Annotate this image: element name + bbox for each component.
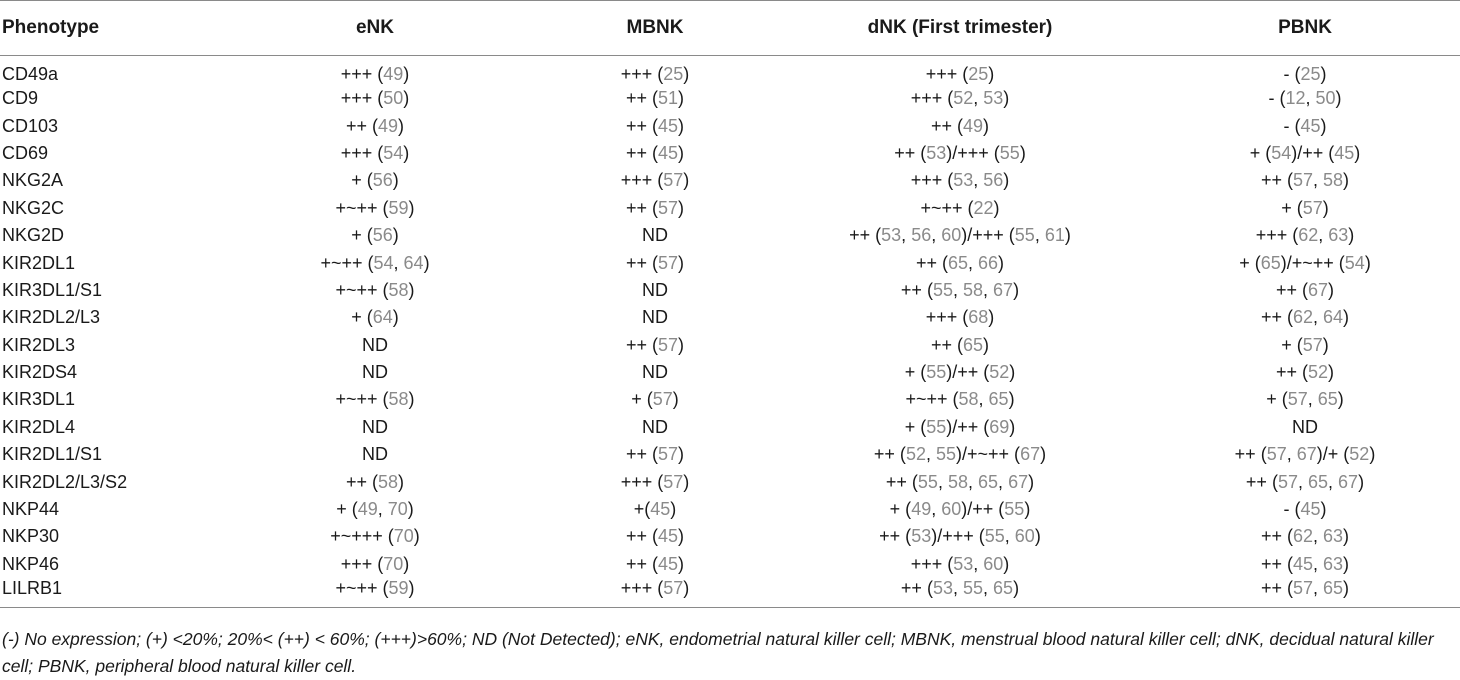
value-cell: ++ (45) <box>625 115 685 136</box>
value-cell: +(45) <box>633 499 677 520</box>
value-cell: +~++ (58) <box>335 389 415 410</box>
header-pbnk: PBNK <box>1278 17 1332 38</box>
value-cell: ND <box>642 416 668 437</box>
value-cell: +++ (25) <box>925 64 995 84</box>
value-cell: +++ (54) <box>340 142 410 163</box>
table-row <box>0 195 1460 222</box>
value-cell: ++ (52, 55)/+~++ (67) <box>873 444 1047 465</box>
value-cell: +++ (25) <box>620 64 690 84</box>
table-row <box>0 414 1460 441</box>
value-cell: ++ (45, 63) <box>1260 553 1350 574</box>
phenotype-cell: NKG2D <box>2 225 65 246</box>
value-cell: ++ (67) <box>1275 279 1335 300</box>
value-cell: ND <box>362 334 388 355</box>
header-mbnk: MBNK <box>626 17 684 38</box>
table-row <box>0 167 1460 194</box>
value-cell: ++ (53, 56, 60)/+++ (55, 61) <box>849 225 1071 246</box>
header-enk: eNK <box>355 17 394 38</box>
value-cell: +++ (52, 53) <box>910 88 1010 109</box>
value-cell: + (56) <box>351 170 399 191</box>
phenotype-cell: KIR2DL3 <box>2 334 76 355</box>
phenotype-cell: KIR2DL1/S1 <box>2 444 103 465</box>
table-row <box>0 386 1460 413</box>
value-cell: ++ (45) <box>625 553 685 574</box>
table-row <box>0 249 1460 276</box>
value-cell: ++ (53)/+++ (55, 60) <box>879 526 1041 547</box>
value-cell: ++ (55, 58, 67) <box>900 279 1020 300</box>
value-cell: ++ (57, 58) <box>1260 170 1350 191</box>
value-cell: ++ (58) <box>345 471 405 492</box>
value-cell: +++ (57) <box>620 471 690 492</box>
value-cell: +++ (50) <box>340 88 410 109</box>
header-phenotype: Phenotype <box>2 17 100 38</box>
table-row <box>0 441 1460 468</box>
value-cell: + (49, 60)/++ (55) <box>889 499 1031 520</box>
value-cell: ND <box>642 279 668 300</box>
table-row <box>0 304 1460 331</box>
table-row <box>0 112 1460 139</box>
phenotype-cell: NKP44 <box>2 499 60 520</box>
value-cell: + (57) <box>631 389 679 410</box>
table-row <box>0 332 1460 359</box>
value-cell: +~++ (59) <box>335 578 415 599</box>
value-cell: ND <box>642 225 668 246</box>
value-cell: +++ (49) <box>340 64 410 84</box>
table-row <box>0 578 1460 608</box>
value-cell: - (45) <box>1283 115 1327 136</box>
phenotype-cell: NKP30 <box>2 526 60 547</box>
phenotype-cell: KIR2DL2/L3 <box>2 307 101 328</box>
value-cell: - (12, 50) <box>1268 88 1342 109</box>
value-cell: ++ (65, 66) <box>915 252 1005 273</box>
value-cell: ++ (53)/+++ (55) <box>894 142 1026 163</box>
value-cell: +~++ (22) <box>920 197 1000 218</box>
table-row <box>0 468 1460 495</box>
value-cell: ND <box>1292 416 1318 437</box>
value-cell: +~++ (58, 65) <box>905 389 1015 410</box>
table-row <box>0 496 1460 523</box>
value-cell: - (25) <box>1283 64 1327 84</box>
table-body <box>0 56 1460 608</box>
table-row <box>0 359 1460 386</box>
value-cell: +++ (53, 56) <box>910 170 1010 191</box>
value-cell: ++ (57) <box>625 444 685 465</box>
value-cell: +++ (57) <box>620 170 690 191</box>
value-cell: ++ (55, 58, 65, 67) <box>885 471 1035 492</box>
phenotype-cell: KIR2DL1 <box>2 252 76 273</box>
value-cell: ++ (45) <box>625 142 685 163</box>
value-cell: +++ (57) <box>620 578 690 599</box>
table-row <box>0 277 1460 304</box>
phenotype-cell: KIR2DL4 <box>2 416 76 437</box>
phenotype-cell: NKG2C <box>2 197 65 218</box>
value-cell: + (57) <box>1281 334 1329 355</box>
value-cell: + (64) <box>351 307 399 328</box>
table-row <box>0 56 1460 86</box>
value-cell: ND <box>362 444 388 465</box>
value-cell: ND <box>642 307 668 328</box>
value-cell: + (57) <box>1281 197 1329 218</box>
value-cell: + (49, 70) <box>336 499 414 520</box>
table-row <box>0 523 1460 550</box>
value-cell: ++ (52) <box>1275 362 1335 383</box>
phenotype-cell: CD49a <box>2 64 59 84</box>
table-row <box>0 551 1460 578</box>
value-cell: +~++ (59) <box>335 197 415 218</box>
value-cell: ++ (57, 65) <box>1260 578 1350 599</box>
phenotype-cell: LILRB1 <box>2 578 63 599</box>
value-cell: +++ (68) <box>925 307 995 328</box>
header-dnk: dNK (First trimester) <box>867 17 1053 38</box>
value-cell: +~++ (58) <box>335 279 415 300</box>
table-footnote: (-) No expression; (+) <20%; 20%< (++) < 60%; (+++)>60%; ND (Not Detected); eNK, endometrial natural killer cell; MBNK, menstrual blood natural killer cell; dNK, decidual natural killer cell; PBNK, peripheral blood natural killer cell. <box>2 629 1434 676</box>
value-cell: - (45) <box>1283 499 1327 520</box>
value-cell: + (55)/++ (69) <box>904 416 1016 437</box>
value-cell: ND <box>642 362 668 383</box>
table-row <box>0 222 1460 249</box>
value-cell: +++ (62, 63) <box>1255 225 1355 246</box>
table-row <box>0 85 1460 112</box>
value-cell: ++ (51) <box>625 88 685 109</box>
header-row <box>0 1 1460 56</box>
value-cell: ++ (49) <box>930 115 990 136</box>
value-cell: ++ (53, 55, 65) <box>900 578 1020 599</box>
phenotype-cell: KIR2DL2/L3/S2 <box>2 471 128 492</box>
value-cell: ++ (45) <box>625 526 685 547</box>
value-cell: ++ (62, 63) <box>1260 526 1350 547</box>
value-cell: + (54)/++ (45) <box>1249 142 1361 163</box>
value-cell: ND <box>362 362 388 383</box>
value-cell: + (56) <box>351 225 399 246</box>
value-cell: + (57, 65) <box>1266 389 1344 410</box>
value-cell: +~+++ (70) <box>330 526 420 547</box>
value-cell: + (55)/++ (52) <box>904 362 1016 383</box>
phenotype-cell: KIR3DL1/S1 <box>2 279 103 300</box>
value-cell: ++ (57, 65, 67) <box>1245 471 1365 492</box>
value-cell: ++ (57) <box>625 252 685 273</box>
phenotype-cell: CD9 <box>2 88 39 109</box>
value-cell: +++ (53, 60) <box>910 553 1010 574</box>
phenotype-cell: CD69 <box>2 142 49 163</box>
value-cell: ND <box>362 416 388 437</box>
value-cell: ++ (65) <box>930 334 990 355</box>
value-cell: + (65)/+~++ (54) <box>1239 252 1371 273</box>
value-cell: ++ (57, 67)/+ (52) <box>1234 444 1376 465</box>
value-cell: ++ (57) <box>625 197 685 218</box>
phenotype-cell: CD103 <box>2 115 59 136</box>
value-cell: +~++ (54, 64) <box>320 252 430 273</box>
phenotype-cell: KIR2DS4 <box>2 362 78 383</box>
phenotype-cell: NKG2A <box>2 170 64 191</box>
phenotype-cell: KIR3DL1 <box>2 389 76 410</box>
table-row <box>0 140 1460 167</box>
value-cell: ++ (57) <box>625 334 685 355</box>
value-cell: +++ (70) <box>340 553 410 574</box>
value-cell: ++ (49) <box>345 115 405 136</box>
value-cell: ++ (62, 64) <box>1260 307 1350 328</box>
phenotype-cell: NKP46 <box>2 553 60 574</box>
